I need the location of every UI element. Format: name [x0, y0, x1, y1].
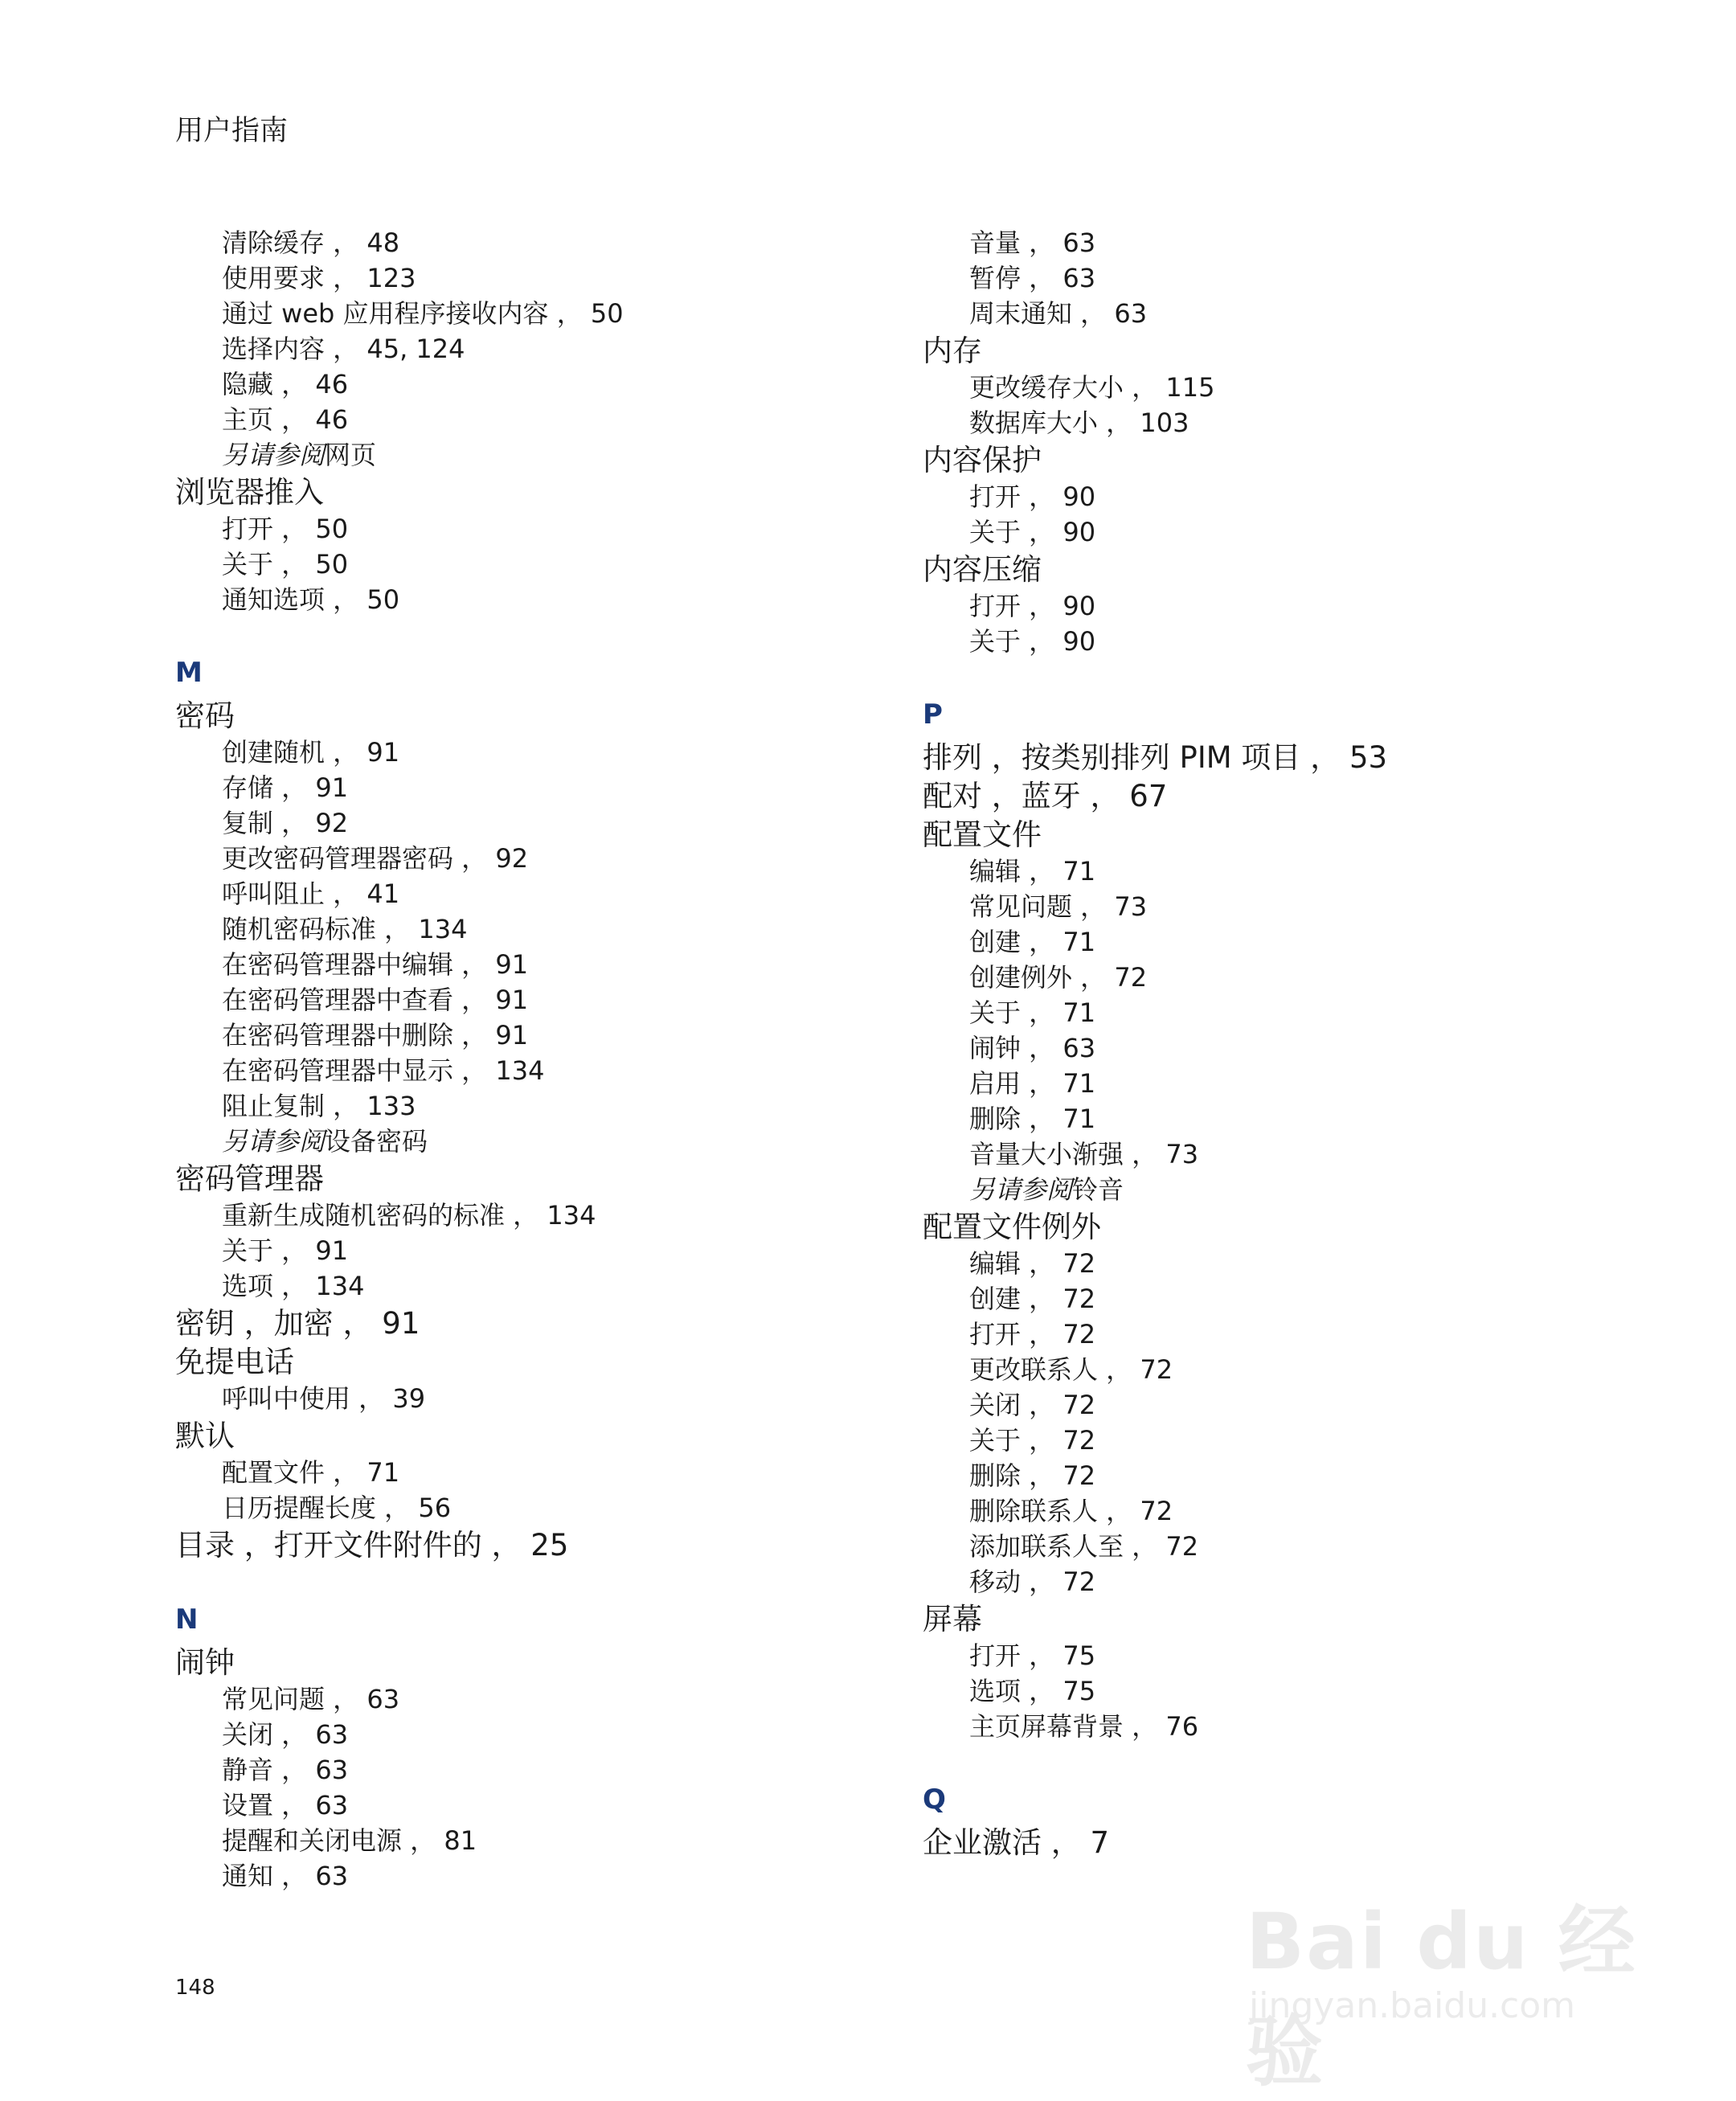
index-subentry: 随机密码标准 ， 134: [222, 914, 468, 944]
section-letter: N: [175, 1603, 199, 1636]
index-subentry: 数据库大小 ， 103: [969, 408, 1189, 438]
index-subentry: 通过 web 应用程序接收内容 ， 50: [222, 298, 624, 329]
index-entry: 内存: [923, 334, 982, 368]
section-letter: Q: [923, 1784, 946, 1816]
see-also-reference: [175, 1124, 882, 1159]
index-subentry: 关于 ， 71: [969, 997, 1096, 1028]
index-subentry: 音量 ， 63: [969, 227, 1096, 258]
index-entry: 密钥 ，加密 ， 91: [175, 1306, 420, 1341]
index-subentry: 删除联系人 ， 72: [969, 1496, 1173, 1526]
section-letter: M: [175, 657, 203, 689]
index-entry: 默认: [175, 1419, 235, 1453]
index-subentry: 主页 ， 46: [222, 404, 349, 435]
index-subentry: 主页屏幕背景 ， 76: [969, 1711, 1199, 1742]
index-subentry: 移动 ， 72: [969, 1567, 1096, 1597]
index-entry: 配置文件: [923, 817, 1042, 852]
index-subentry: 选项 ， 134: [222, 1271, 365, 1301]
index-subentry: 音量大小渐强 ， 73: [969, 1139, 1199, 1169]
index-subentry: 存储 ， 91: [222, 772, 349, 803]
index-column-right: [923, 225, 1630, 1861]
index-subentry: 提醒和关闭电源 ， 81: [222, 1825, 477, 1856]
index-entry: 闹钟: [175, 1645, 235, 1680]
index-subentry: 打开 ， 72: [969, 1319, 1096, 1349]
index-subentry: 更改联系人 ， 72: [969, 1354, 1173, 1385]
index-subentry: 关闭 ， 63: [222, 1719, 349, 1750]
index-subentry: 更改密码管理器密码 ， 92: [222, 843, 529, 874]
index-entry: 免提电话: [175, 1345, 294, 1379]
index-subentry: 配置文件 ， 71: [222, 1457, 400, 1488]
index-entry: 配对 ，蓝牙 ， 67: [923, 779, 1168, 813]
index-subentry: 周末通知 ， 63: [969, 298, 1148, 329]
index-subentry: 更改缓存大小 ， 115: [969, 372, 1215, 403]
index-subentry: 隐藏 ， 46: [222, 369, 349, 399]
index-subentry: 编辑 ， 72: [969, 1248, 1096, 1279]
index-subentry: 创建随机 ， 91: [222, 737, 400, 768]
index-subentry: 呼叫阻止 ， 41: [222, 878, 400, 909]
watermark-url: jingyan.baidu.com: [1249, 1985, 1576, 2026]
index-subentry: 常见问题 ， 63: [222, 1684, 400, 1714]
index-subentry: 选择内容 ， 45, 124: [222, 334, 465, 364]
see-also-reference: [175, 437, 882, 473]
index-entry: 浏览器推入: [175, 475, 324, 510]
index-subentry: 创建 ， 71: [969, 927, 1096, 957]
index-subentry: 清除缓存 ， 48: [222, 227, 400, 258]
section-letter: P: [923, 698, 943, 731]
index-entry: 内容保护: [923, 443, 1042, 477]
index-subentry: 在密码管理器中显示 ， 134: [222, 1055, 545, 1086]
watermark-brand: Bai du 经验: [1246, 1897, 1637, 2097]
index-subentry: 通知 ， 63: [222, 1861, 349, 1891]
index-subentry: 关闭 ， 72: [969, 1390, 1096, 1420]
index-subentry: 闹钟 ， 63: [969, 1033, 1096, 1063]
index-entry: 企业激活 ， 7: [923, 1825, 1110, 1860]
index-subentry: 编辑 ， 71: [969, 856, 1096, 887]
see-also-label: 另请参阅: [222, 1126, 326, 1157]
running-header: 用户指南: [175, 115, 289, 147]
index-subentry: 启用 ， 71: [969, 1068, 1096, 1099]
index-subentry: 关于 ， 50: [222, 549, 349, 580]
index-entry: 排列 ，按类别排列 PIM 项目 ， 53: [923, 740, 1388, 775]
page-number: 148: [175, 1976, 215, 2000]
index-subentry: 打开 ， 50: [222, 514, 349, 544]
index-subentry: 关于 ， 90: [969, 517, 1096, 547]
index-subentry: 复制 ， 92: [222, 808, 349, 838]
index-subentry: 删除 ， 72: [969, 1460, 1096, 1491]
index-subentry: 使用要求 ， 123: [222, 263, 416, 293]
index-subentry: 在密码管理器中编辑 ， 91: [222, 949, 529, 980]
index-subentry: 阻止复制 ， 133: [222, 1091, 416, 1121]
index-subentry: 删除 ， 71: [969, 1104, 1096, 1134]
index-subentry: 关于 ， 90: [969, 626, 1096, 657]
see-also-target: 网页: [325, 440, 377, 470]
index-subentry: 设置 ， 63: [222, 1790, 349, 1820]
index-subentry: 选项 ， 75: [969, 1676, 1096, 1706]
index-entry: 密码管理器: [175, 1161, 324, 1196]
index-subentry: 重新生成随机密码的标准 ， 134: [222, 1200, 596, 1231]
index-subentry: 呼叫中使用 ， 39: [222, 1383, 426, 1414]
index-subentry: 打开 ， 90: [969, 481, 1096, 512]
index-subentry: 静音 ， 63: [222, 1755, 349, 1785]
index-subentry: 在密码管理器中查看 ， 91: [222, 985, 529, 1015]
index-subentry: 在密码管理器中删除 ， 91: [222, 1020, 529, 1050]
see-also-target: 铃音: [1072, 1174, 1124, 1205]
index-subentry: 暂停 ， 63: [969, 263, 1096, 293]
baidu-jingyan-watermark: [1238, 1833, 1656, 2097]
index-subentry: 打开 ， 75: [969, 1640, 1096, 1671]
index-subentry: 创建例外 ， 72: [969, 962, 1148, 993]
see-also-label: 另请参阅: [969, 1174, 1073, 1205]
index-subentry: 日历提醒长度 ， 56: [222, 1493, 452, 1523]
index-entry: 密码: [175, 698, 235, 733]
index-entry: 配置文件例外: [923, 1210, 1101, 1244]
index-subentry: 创建 ， 72: [969, 1284, 1096, 1314]
index-entry: 屏幕: [923, 1602, 982, 1636]
index-column-left: [175, 225, 882, 1894]
index-subentry: 添加联系人至 ， 72: [969, 1531, 1199, 1562]
see-also-target: 设备密码: [325, 1126, 428, 1157]
index-subentry: 关于 ， 72: [969, 1425, 1096, 1456]
index-entry: 目录 ，打开文件附件的 ， 25: [175, 1528, 569, 1562]
index-subentry: 打开 ， 90: [969, 591, 1096, 621]
see-also-label: 另请参阅: [222, 440, 326, 470]
index-subentry: 关于 ， 91: [222, 1235, 349, 1266]
see-also-reference: [923, 1172, 1630, 1207]
index-entry: 内容压缩: [923, 552, 1042, 587]
index-subentry: 通知选项 ， 50: [222, 584, 400, 615]
index-subentry: 常见问题 ， 73: [969, 891, 1148, 922]
